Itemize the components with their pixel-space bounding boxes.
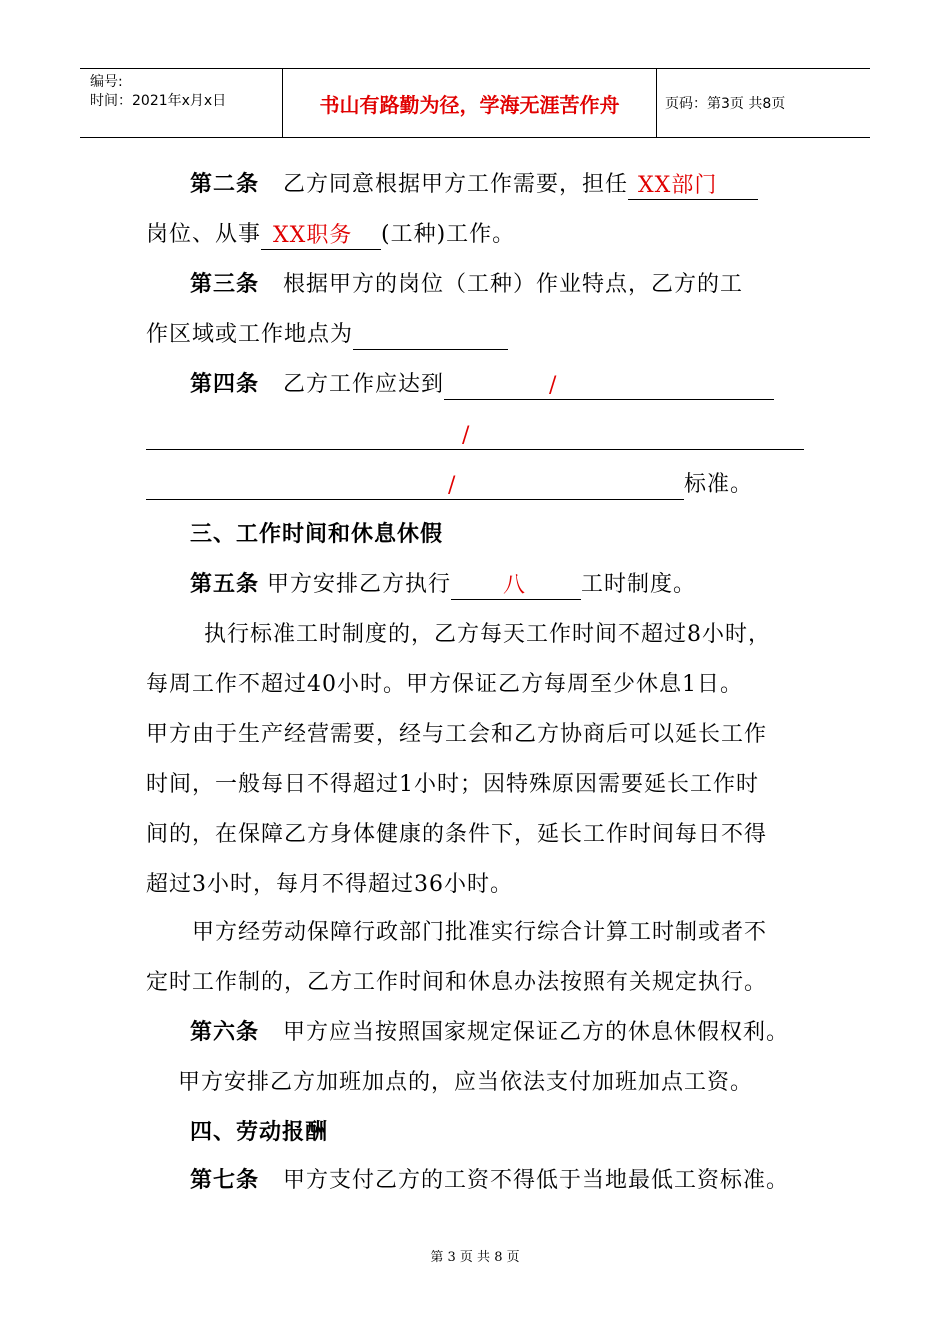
article5-line1 [190, 570, 696, 600]
article5-title: 第五条 [190, 572, 260, 597]
article2-line2 [146, 220, 515, 250]
article7-line1 [190, 1166, 789, 1196]
slash-1: / [549, 373, 558, 398]
article7-title: 第七条 [190, 1168, 260, 1193]
article6-line2: 甲方安排乙方加班加点的，应当依法支付加班加点工资。 [178, 1070, 754, 1095]
article5-text2: 工时制度。 [581, 572, 697, 597]
article3-title: 第三条 [190, 272, 260, 297]
header-page-code: 页码：第3页 共8页 [665, 96, 786, 112]
time-label: 时间：2021年x月x日 [90, 93, 227, 109]
section3-heading: 三、工作时间和休息休假 [190, 522, 444, 547]
paragraph-line: 甲方由于生产经营需要，经与工会和乙方协商后可以延长工作 [146, 722, 768, 747]
article3-line2 [146, 320, 508, 350]
standard-field-1 [444, 371, 774, 400]
page-footer: 第 3 页 共 8 页 [430, 1250, 520, 1265]
duty-field [261, 221, 381, 250]
standard-field-2 [146, 421, 804, 450]
paragraph-line: 甲方经劳动保障行政部门批准实行综合计算工时制或者不 [192, 920, 768, 945]
article3-text1: 根据甲方的岗位（工种）作业特点，乙方的工 [283, 272, 744, 297]
article2-text2: 岗位、从事 [146, 222, 262, 247]
paragraph-line: 执行标准工时制度的，乙方每天工作时间不超过8小时， [204, 622, 771, 647]
slash-2: / [462, 423, 471, 448]
article7-text1: 甲方支付乙方的工资不得低于当地最低工资标准。 [283, 1168, 790, 1193]
article6-text1: 甲方应当按照国家规定保证乙方的休息休假权利。 [283, 1020, 790, 1045]
article3-text2: 作区域或工作地点为 [146, 322, 354, 347]
paragraph-line: 每周工作不超过40小时。甲方保证乙方每周至少休息1日。 [146, 672, 743, 697]
location-field [353, 321, 508, 350]
article4-line1 [190, 370, 774, 400]
header-divider [656, 69, 657, 137]
article4-title: 第四条 [190, 372, 260, 397]
duty-value: XX职务 [273, 223, 353, 248]
article6-line1 [190, 1018, 789, 1048]
paragraph-line: 间的，在保障乙方身体健康的条件下，延长工作时间每日不得 [146, 822, 768, 847]
standard-field-3 [146, 471, 684, 500]
paragraph-line: 时间，一般每日不得超过1小时；因特殊原因需要延长工作时 [146, 772, 759, 797]
article4-text1: 乙方工作应达到 [283, 372, 445, 397]
dept-field [628, 171, 758, 200]
article2-text1: 乙方同意根据甲方工作需要，担任 [283, 172, 629, 197]
article5-text1: 甲方安排乙方执行 [267, 572, 452, 597]
hours-value: 八 [503, 573, 527, 598]
article3-line1 [190, 270, 743, 300]
header-meta [90, 73, 226, 111]
number-label: 编号: [90, 74, 123, 90]
article4-line2 [146, 420, 804, 450]
hours-field [451, 571, 581, 600]
section4-heading: 四、劳动报酬 [190, 1120, 329, 1145]
slash-3: / [448, 473, 457, 498]
dept-value: XX部门 [638, 173, 718, 198]
article4-line3 [146, 470, 753, 500]
page-header [80, 68, 870, 138]
article6-title: 第六条 [190, 1020, 260, 1045]
article2-line1 [190, 170, 758, 200]
article2-text3: (工种)工作。 [381, 222, 516, 247]
header-motto: 书山有路勤为径，学海无涯苦作舟 [319, 92, 620, 117]
article4-end: 标准。 [684, 472, 754, 497]
paragraph-line: 定时工作制的，乙方工作时间和休息办法按照有关规定执行。 [146, 970, 768, 995]
article2-title: 第二条 [190, 172, 260, 197]
paragraph-line: 超过3小时，每月不得超过36小时。 [146, 872, 513, 897]
